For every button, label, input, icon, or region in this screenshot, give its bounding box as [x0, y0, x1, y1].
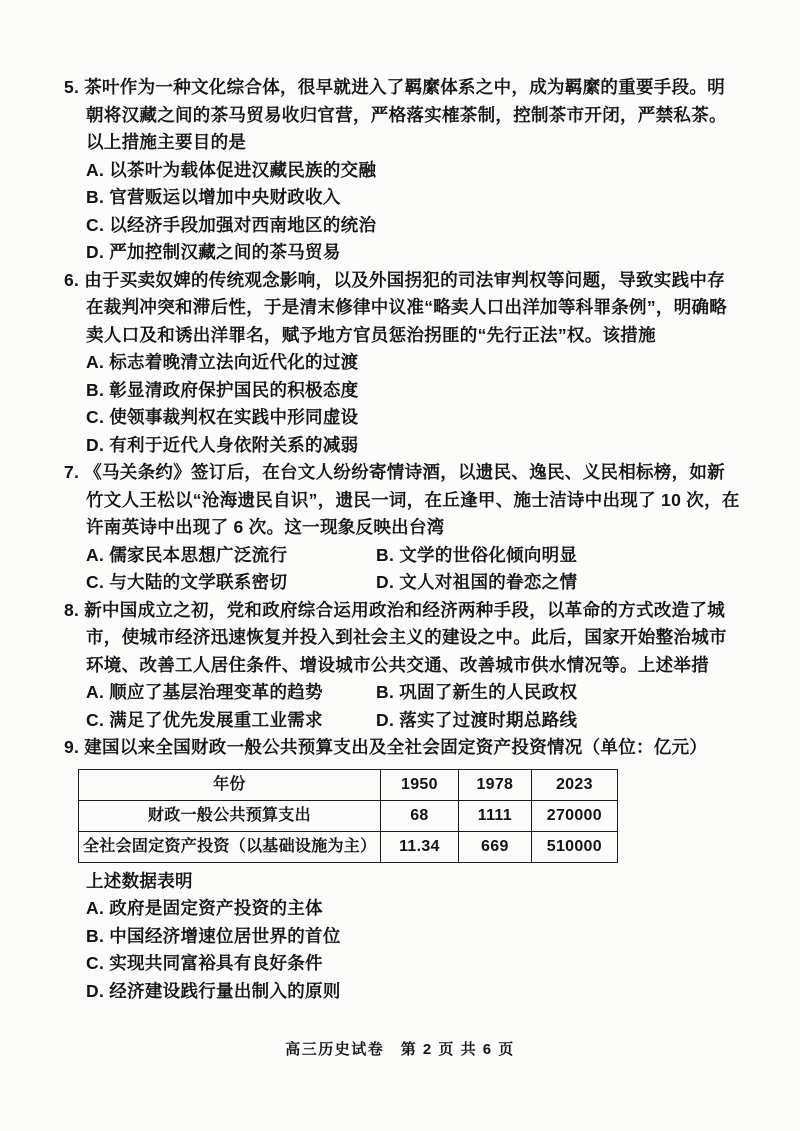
question-5-number: 5.: [64, 77, 80, 97]
question-7-option-b: B. 文学的世俗化倾向明显: [376, 544, 578, 565]
question-5-stem-text: 茶叶作为一种文化综合体，很早就进入了羁縻体系之中，成为羁縻的重要手段。明朝将汉藏之间的茶马贸易收归官营，严格落实榷茶制，控制茶市开闭，严禁私茶。以上措施主要目的是: [84, 77, 727, 152]
question-9-stem: [64, 734, 740, 762]
question-7-stem-text: 《马关条约》签订后，在台文人纷纷寄情诗酒，以遗民、逸民、义民相标榜，如新竹文人王松以“沧海遗民自识”，遗民一词，在丘逢甲、施士洁诗中出现了 10 次，在许南英诗中出现了 6 次。这一现象反映出台湾: [84, 462, 740, 537]
question-6-stem-text: 由于买卖奴婢的传统观念影响，以及外国拐犯的司法审判权等问题，导致实践中存在裁判冲突和滞后性，于是清末修律中议准“略卖人口出洋加等科罪条例”，明确略卖人口及和诱出洋罪名，赋予地方官员惩治拐匪的“先行正法”权。该措施: [84, 269, 728, 345]
question-7-stem: [64, 459, 740, 542]
question-5-option-a: A. 以茶叶为载体促进汉藏民族的交融: [86, 159, 377, 180]
question-8-option-b: B. 巩固了新生的人民政权: [376, 682, 578, 702]
question-8-stem-text: 新中国成立之初，党和政府综合运用政治和经济两种手段，以革命的方式改造了城市，使城市经济迅速恢复并投入到社会主义的建设之中。此后，国家开始整治城市环境、改善工人居住条件、增设城市公共交通、改善城市供水情况等。上述举措: [84, 599, 727, 675]
question-7-option-d: D. 文人对祖国的眷恋之情: [376, 572, 578, 592]
table-cell-investment-label: 全社会固定资产投资（以基础设施为主）: [79, 831, 381, 862]
table-cell-budget-1950: 68: [380, 800, 458, 831]
question-6-option-b: B. 彰显清政府保护国民的积极态度: [86, 379, 359, 400]
question-6-option-c: C. 使领事裁判权在实践中形同虚设: [86, 407, 359, 427]
table-header-year: 年份: [79, 769, 381, 800]
table-header-1978: 1978: [458, 769, 531, 800]
question-8-option-d: D. 落实了过渡时期总路线: [376, 709, 578, 730]
question-8-option-a: A. 顺应了基层治理变革的趋势: [86, 682, 323, 702]
question-6-option-a: A. 标志着晚清立法向近代化的过渡: [86, 352, 359, 372]
question-5-option-c: C. 以经济手段加强对西南地区的统治: [86, 214, 377, 235]
question-9-option-c: C. 实现共同富裕具有良好条件: [86, 953, 323, 973]
question-7-option-a: A. 儒家民本思想广泛流行: [86, 544, 288, 565]
table-cell-investment-1950: 11.34: [380, 831, 458, 862]
question-9-options: [64, 895, 740, 1005]
question-8-option-c: C. 满足了优先发展重工业需求: [86, 709, 323, 730]
table-cell-budget-2023: 270000: [531, 800, 617, 831]
question-5-options: [64, 157, 740, 267]
table-cell-investment-1978: 669: [458, 831, 531, 862]
question-6-number: 6.: [64, 269, 80, 290]
exam-content: [64, 74, 740, 1005]
question-9-option-a: A. 政府是固定资产投资的主体: [86, 898, 323, 918]
question-9: [64, 734, 740, 1005]
table-cell-budget-1978: 1111: [458, 800, 531, 831]
table-header-1950: 1950: [380, 769, 458, 800]
question-8-number: 8.: [64, 599, 80, 620]
question-6-option-d: D. 有利于近代人身依附关系的减弱: [86, 434, 359, 455]
question-8: [64, 597, 740, 735]
page-footer: 高三历史试卷 第 2 页 共 6 页: [285, 1041, 515, 1058]
table-cell-budget-label: 财政一般公共预算支出: [79, 800, 381, 831]
question-5: [64, 74, 740, 267]
question-5-option-d: D. 严加控制汉藏之间的茶马贸易: [86, 242, 341, 262]
question-9-stem-text: 建国以来全国财政一般公共预算支出及全社会固定资产投资情况（单位：亿元）: [84, 737, 708, 757]
table-header-row: [79, 769, 618, 800]
table-row-budget: [79, 800, 618, 831]
question-8-options: [64, 679, 740, 734]
table-cell-investment-2023: 510000: [531, 831, 617, 862]
question-9-option-d: D. 经济建设践行量出制入的原则: [86, 980, 341, 1001]
table-header-2023: 2023: [531, 769, 617, 800]
question-7-options: [64, 542, 740, 597]
question-6-stem: [64, 267, 740, 350]
question-7-option-c: C. 与大陆的文学联系密切: [86, 572, 288, 592]
question-6-options: [64, 349, 740, 459]
table-row-investment: [79, 831, 618, 862]
question-9-note: 上述数据表明: [86, 870, 193, 891]
question-7: [64, 459, 740, 597]
question-7-number: 7.: [64, 462, 80, 482]
question-9-data-table: [78, 769, 618, 863]
question-9-number: 9.: [64, 737, 80, 757]
question-9-option-b: B. 中国经济增速位居世界的首位: [86, 925, 341, 946]
question-5-stem: [64, 74, 740, 157]
question-8-stem: [64, 597, 740, 680]
question-5-option-b: B. 官营贩运以增加中央财政收入: [86, 187, 341, 207]
question-6: [64, 267, 740, 460]
